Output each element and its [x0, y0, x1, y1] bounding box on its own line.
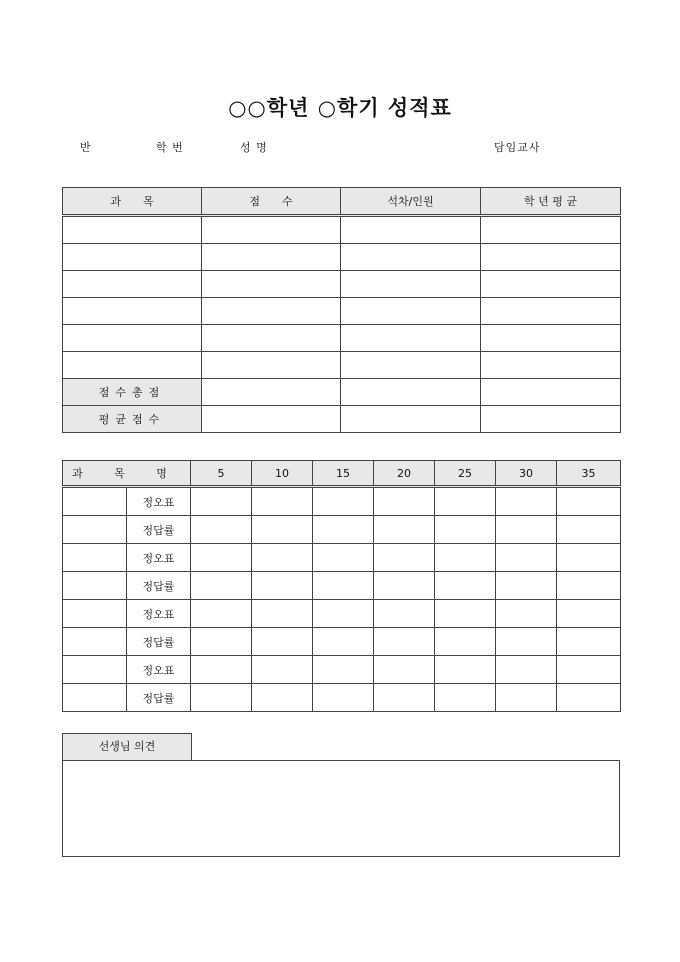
value-cell[interactable]: [496, 684, 557, 712]
score-cell[interactable]: [202, 325, 341, 352]
row-label: 정답률: [127, 684, 191, 712]
table-row: [63, 684, 621, 712]
score-cell[interactable]: [202, 406, 341, 433]
value-cell[interactable]: [191, 544, 252, 572]
column-header: 30: [496, 461, 557, 487]
value-cell[interactable]: [374, 656, 435, 684]
value-cell[interactable]: [374, 544, 435, 572]
table-row: [63, 572, 621, 600]
table-row: [63, 516, 621, 544]
class-label: 반: [80, 141, 92, 154]
score-cell[interactable]: [202, 244, 341, 271]
homeroom-teacher-label: 담임교사: [494, 141, 541, 154]
value-cell[interactable]: [191, 516, 252, 544]
total-score-row: [63, 379, 621, 406]
value-cell[interactable]: [374, 516, 435, 544]
value-cell[interactable]: [496, 600, 557, 628]
value-cell[interactable]: [435, 628, 496, 656]
value-cell[interactable]: [374, 572, 435, 600]
score-cell[interactable]: [202, 216, 341, 244]
value-cell[interactable]: [191, 600, 252, 628]
subject-name-cell[interactable]: [63, 544, 127, 572]
subject-cell[interactable]: [63, 271, 202, 298]
value-cell[interactable]: [191, 487, 252, 516]
value-cell[interactable]: [252, 516, 313, 544]
subject-name-cell[interactable]: [63, 487, 127, 516]
subject-header: 과 목: [63, 188, 202, 216]
table-row: [63, 271, 621, 298]
table-row: [63, 216, 621, 244]
page-title: ○○학년 ○학기 성적표: [228, 96, 452, 120]
rank-header: 석차/인원: [341, 188, 481, 216]
value-cell[interactable]: [374, 684, 435, 712]
table-row: [63, 298, 621, 325]
value-cell[interactable]: [496, 656, 557, 684]
average-cell[interactable]: [481, 406, 621, 433]
score-cell[interactable]: [202, 379, 341, 406]
value-cell[interactable]: [191, 572, 252, 600]
subject-name-cell[interactable]: [63, 600, 127, 628]
value-cell[interactable]: [252, 600, 313, 628]
value-cell[interactable]: [252, 656, 313, 684]
student-name-label: 성 명: [240, 141, 268, 154]
value-cell[interactable]: [435, 544, 496, 572]
teacher-opinion-label: 선생님 의견: [62, 733, 192, 760]
value-cell[interactable]: [191, 656, 252, 684]
value-cell[interactable]: [496, 516, 557, 544]
score-header: 점 수: [202, 188, 341, 216]
value-cell[interactable]: [374, 600, 435, 628]
value-cell[interactable]: [252, 628, 313, 656]
score-cell[interactable]: [202, 271, 341, 298]
total-score-label: 점수총점: [63, 379, 202, 406]
value-cell[interactable]: [557, 572, 621, 600]
row-label: 정오표: [127, 656, 191, 684]
value-cell[interactable]: [313, 572, 374, 600]
subject-name-cell[interactable]: [63, 684, 127, 712]
row-label: 정답률: [127, 516, 191, 544]
teacher-opinion-box[interactable]: [62, 760, 620, 857]
value-cell[interactable]: [313, 684, 374, 712]
student-number-label: 학 번: [156, 141, 184, 154]
average-score-row: [63, 406, 621, 433]
table-row: [63, 352, 621, 379]
value-cell[interactable]: [313, 628, 374, 656]
value-cell[interactable]: [313, 656, 374, 684]
rank-cell[interactable]: [341, 298, 481, 325]
value-cell[interactable]: [252, 487, 313, 516]
value-cell[interactable]: [435, 600, 496, 628]
value-cell[interactable]: [496, 487, 557, 516]
value-cell[interactable]: [496, 628, 557, 656]
value-cell[interactable]: [313, 544, 374, 572]
scores-header-row: [63, 188, 621, 216]
average-cell[interactable]: [481, 271, 621, 298]
average-cell[interactable]: [481, 298, 621, 325]
value-cell[interactable]: [557, 684, 621, 712]
answer-rate-table: [62, 460, 621, 712]
subject-name-cell[interactable]: [63, 572, 127, 600]
table-row: [63, 487, 621, 516]
table-row: [63, 244, 621, 271]
average-cell[interactable]: [481, 244, 621, 271]
table-row: [63, 325, 621, 352]
value-cell[interactable]: [557, 516, 621, 544]
average-score-label: 평균점수: [63, 406, 202, 433]
table-row: [63, 656, 621, 684]
rank-cell[interactable]: [341, 216, 481, 244]
value-cell[interactable]: [374, 628, 435, 656]
rank-cell[interactable]: [341, 352, 481, 379]
table-row: [63, 544, 621, 572]
rank-cell[interactable]: [341, 244, 481, 271]
score-cell[interactable]: [202, 298, 341, 325]
row-label: 정오표: [127, 544, 191, 572]
subject-cell[interactable]: [63, 352, 202, 379]
subject-name-header: 과 목 명: [63, 461, 191, 487]
rank-cell[interactable]: [341, 406, 481, 433]
subject-cell[interactable]: [63, 298, 202, 325]
subject-name-cell[interactable]: [63, 628, 127, 656]
value-cell[interactable]: [374, 487, 435, 516]
score-cell[interactable]: [202, 352, 341, 379]
grade-average-header: 학 년 평 균: [481, 188, 621, 216]
value-cell[interactable]: [435, 572, 496, 600]
subject-cell[interactable]: [63, 216, 202, 244]
column-header: 10: [252, 461, 313, 487]
column-header: 25: [435, 461, 496, 487]
value-cell[interactable]: [435, 487, 496, 516]
value-cell[interactable]: [191, 628, 252, 656]
average-cell[interactable]: [481, 325, 621, 352]
row-label: 정답률: [127, 572, 191, 600]
value-cell[interactable]: [435, 684, 496, 712]
row-label: 정오표: [127, 600, 191, 628]
value-cell[interactable]: [313, 516, 374, 544]
rank-cell[interactable]: [341, 379, 481, 406]
rank-cell[interactable]: [341, 325, 481, 352]
value-cell[interactable]: [252, 684, 313, 712]
value-cell[interactable]: [313, 600, 374, 628]
value-cell[interactable]: [313, 487, 374, 516]
value-cell[interactable]: [557, 487, 621, 516]
subject-name-cell[interactable]: [63, 516, 127, 544]
subject-name-cell[interactable]: [63, 656, 127, 684]
column-header: 5: [191, 461, 252, 487]
row-label: 정답률: [127, 628, 191, 656]
value-cell[interactable]: [191, 684, 252, 712]
average-cell[interactable]: [481, 379, 621, 406]
subject-scores-table: [62, 187, 621, 433]
value-cell[interactable]: [557, 544, 621, 572]
average-cell[interactable]: [481, 216, 621, 244]
rank-cell[interactable]: [341, 271, 481, 298]
column-header: 20: [374, 461, 435, 487]
column-header: 15: [313, 461, 374, 487]
value-cell[interactable]: [435, 516, 496, 544]
value-cell[interactable]: [435, 656, 496, 684]
table-row: [63, 600, 621, 628]
subject-cell[interactable]: [63, 325, 202, 352]
value-cell[interactable]: [557, 656, 621, 684]
row-label: 정오표: [127, 487, 191, 516]
value-cell[interactable]: [252, 544, 313, 572]
column-header: 35: [557, 461, 621, 487]
answer-rate-header-row: [63, 461, 621, 487]
value-cell[interactable]: [252, 572, 313, 600]
value-cell[interactable]: [496, 544, 557, 572]
subject-cell[interactable]: [63, 244, 202, 271]
value-cell[interactable]: [557, 600, 621, 628]
table-row: [63, 628, 621, 656]
average-cell[interactable]: [481, 352, 621, 379]
value-cell[interactable]: [557, 628, 621, 656]
value-cell[interactable]: [496, 572, 557, 600]
